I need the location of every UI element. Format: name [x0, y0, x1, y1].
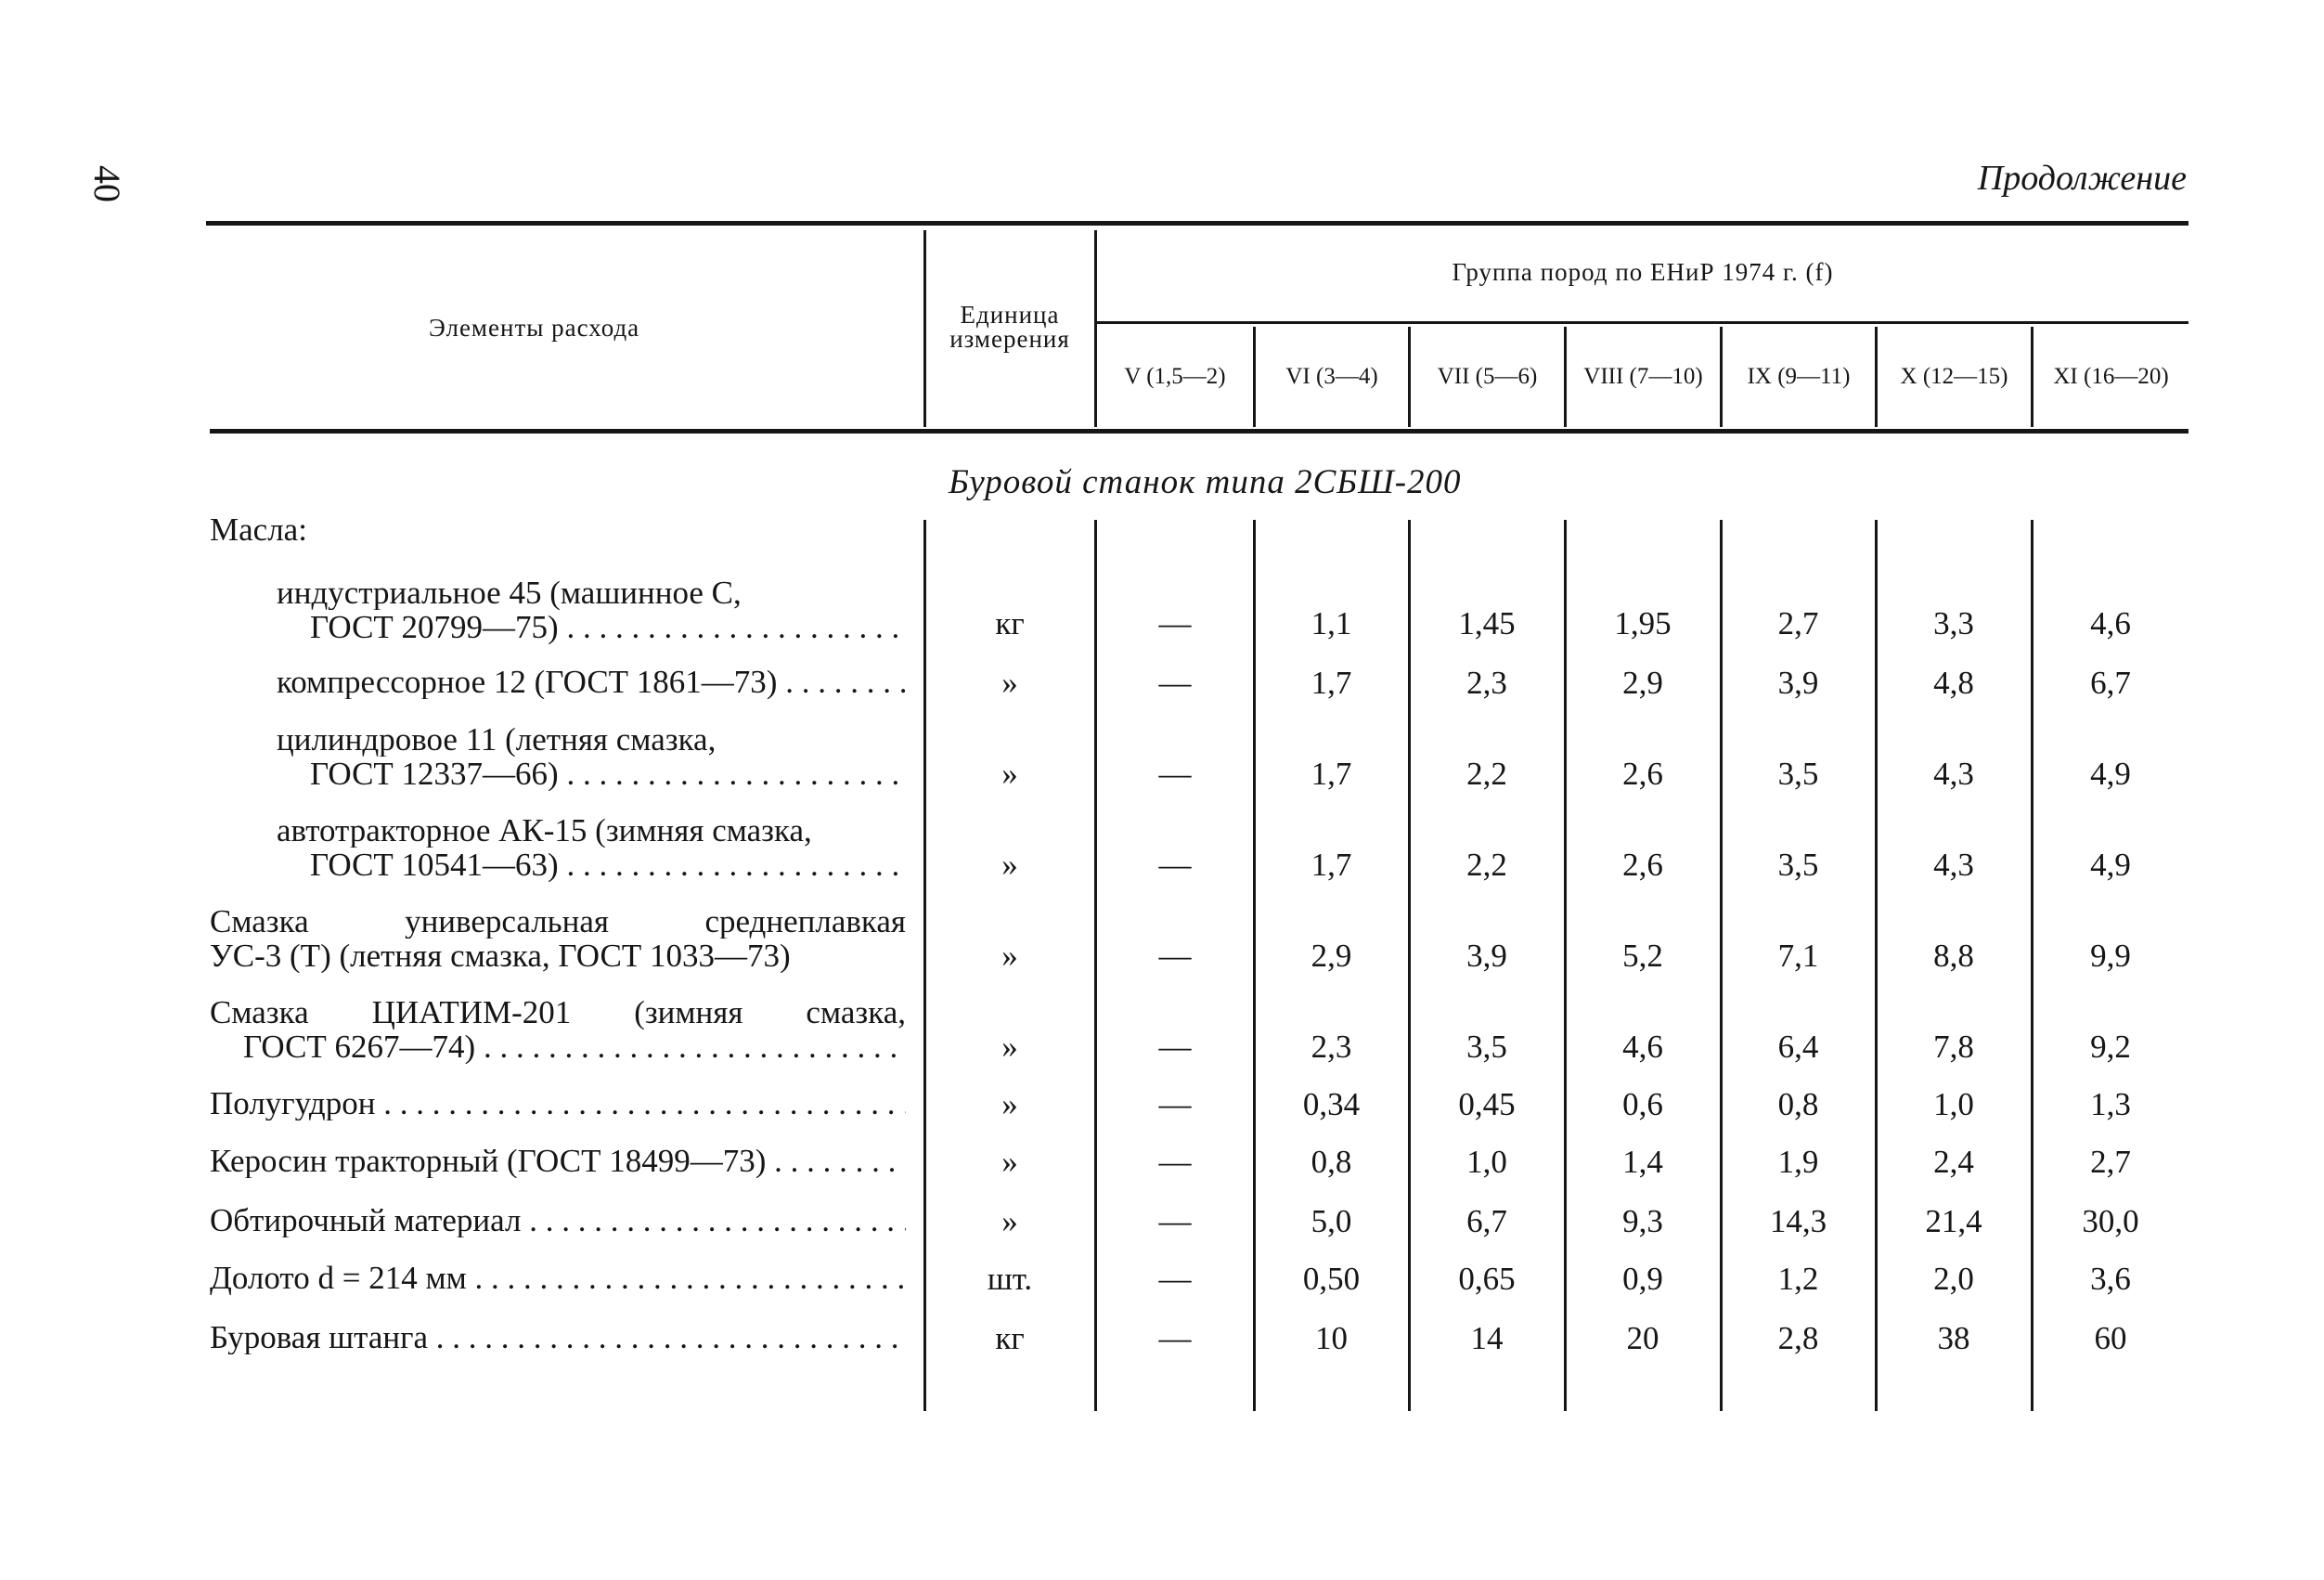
value-cell: 1,4 — [1622, 1144, 1663, 1180]
value-cell: 2,6 — [1622, 847, 1663, 883]
table-row-label: Смазка универсальная среднеплавкая УС-3 (Т) (летняя смазка, ГОСТ 1033—73) — [210, 904, 906, 973]
unit-cell: кг — [995, 605, 1025, 641]
value-cell: 2,0 — [1933, 1261, 1974, 1297]
value-cell: — — [1158, 1261, 1192, 1297]
value-cell: 60 — [2094, 1320, 2127, 1356]
header-top-rule — [206, 221, 2188, 226]
value-cell: — — [1158, 938, 1192, 974]
value-cell: 3,3 — [1933, 605, 1974, 641]
value-cell: 7,1 — [1777, 938, 1819, 974]
value-cell: 3,9 — [1777, 665, 1819, 701]
header-col-vi: VI (3—4) — [1285, 364, 1378, 389]
value-cell: 0,8 — [1310, 1144, 1352, 1180]
header-col-xi: XI (16—20) — [2053, 364, 2169, 389]
header-group: Группа пород по ЕНиР 1974 г. (f) — [1452, 258, 1834, 286]
unit-cell: » — [1001, 847, 1018, 883]
value-cell: 7,8 — [1933, 1029, 1974, 1065]
value-cell: 1,0 — [1933, 1086, 1974, 1122]
table-row-label: Обтирочный материал . . . — [210, 1203, 906, 1237]
value-cell: 0,8 — [1777, 1086, 1819, 1122]
table-row-label: Долото d = 214 мм . . . — [210, 1261, 906, 1295]
value-cell: — — [1158, 756, 1192, 792]
value-cell: 8,8 — [1933, 938, 1974, 974]
value-cell: — — [1158, 1203, 1192, 1239]
value-cell: 1,7 — [1310, 665, 1352, 701]
value-cell: 0,50 — [1302, 1261, 1361, 1297]
value-cell: 3,5 — [1466, 1029, 1507, 1065]
unit-cell: кг — [995, 1320, 1025, 1356]
value-cell: 1,45 — [1458, 605, 1516, 641]
value-cell: 1,3 — [2090, 1086, 2131, 1122]
table-row-label: Смазка ЦИАТИМ-201 (зимняя смазка, ГОСТ 6267—74) . . . — [210, 995, 906, 1064]
value-cell: 3,9 — [1466, 938, 1507, 974]
oils-heading: Масла: — [210, 512, 307, 548]
value-cell: 6,7 — [1466, 1203, 1507, 1239]
value-cell: — — [1158, 1029, 1192, 1065]
value-cell: 10 — [1315, 1320, 1348, 1356]
header-elements: Элементы расхода — [429, 314, 640, 342]
value-cell: 4,6 — [1622, 1029, 1663, 1065]
value-cell: 0,34 — [1302, 1086, 1361, 1122]
value-cell: — — [1158, 605, 1192, 641]
unit-cell: » — [1001, 1029, 1018, 1065]
value-cell: 3,6 — [2090, 1261, 2131, 1297]
unit-cell: » — [1001, 756, 1018, 792]
value-cell: 4,9 — [2090, 847, 2131, 883]
table-row-label: Буровая штанга . . . — [210, 1320, 906, 1354]
unit-cell: » — [1001, 938, 1018, 974]
value-cell: 1,2 — [1777, 1261, 1819, 1297]
header-col-viii: VIII (7—10) — [1583, 364, 1703, 389]
value-cell: 1,1 — [1310, 605, 1352, 641]
value-cell: — — [1158, 1320, 1192, 1356]
value-cell: 9,9 — [2090, 938, 2131, 974]
value-cell: 4,3 — [1933, 847, 1974, 883]
value-cell: 2,7 — [1777, 605, 1819, 641]
value-cell: 30,0 — [2082, 1203, 2139, 1239]
header-unit-line2: измерения — [949, 325, 1070, 353]
value-cell: 9,3 — [1622, 1203, 1663, 1239]
value-cell: 6,4 — [1777, 1029, 1819, 1065]
unit-cell: » — [1001, 1086, 1018, 1122]
section-title: Буровой станок типа 2СБШ-200 — [949, 463, 1462, 501]
continuation-label: Продолжение — [1977, 159, 2187, 198]
value-cell: 2,9 — [1310, 938, 1352, 974]
header-col-ix: IX (9—11) — [1747, 364, 1851, 389]
unit-cell: » — [1001, 1203, 1018, 1239]
header-bottom-rule — [210, 429, 2188, 434]
value-cell: 3,5 — [1777, 756, 1819, 792]
value-cell: 1,95 — [1614, 605, 1672, 641]
page-number: 40 — [86, 165, 128, 202]
value-cell: 0,65 — [1458, 1261, 1516, 1297]
value-cell: 14 — [1470, 1320, 1504, 1356]
table-row-label: Керосин тракторный (ГОСТ 18499—73) . . . — [210, 1144, 906, 1178]
value-cell: — — [1158, 1086, 1192, 1122]
value-cell: 1,9 — [1777, 1144, 1819, 1180]
value-cell: 38 — [1937, 1320, 1970, 1356]
header-group-rule — [1097, 321, 2188, 324]
value-cell: 2,4 — [1933, 1144, 1974, 1180]
value-cell: 4,8 — [1933, 665, 1974, 701]
value-cell: 14,3 — [1769, 1203, 1827, 1239]
table-row-label: индустриальное 45 (машинное С, ГОСТ 20799—75) . . . — [277, 576, 906, 644]
value-cell: 0,9 — [1622, 1261, 1663, 1297]
value-cell: 2,2 — [1466, 847, 1507, 883]
unit-cell: шт. — [987, 1261, 1033, 1297]
value-cell: 21,4 — [1925, 1203, 1982, 1239]
value-cell: 1,7 — [1310, 847, 1352, 883]
table-row-label: автотракторное АК-15 (зимняя смазка, ГОСТ 10541—63) . . . — [277, 813, 906, 882]
header-col-vii: VII (5—6) — [1437, 364, 1538, 389]
table-row-label: Полугудрон . . . — [210, 1086, 906, 1120]
value-cell: 9,2 — [2090, 1029, 2131, 1065]
table-row-label: цилиндровое 11 (летняя смазка, ГОСТ 12337—66) . . . — [277, 722, 906, 791]
header-col-x: X (12—15) — [1900, 364, 2008, 389]
value-cell: 1,0 — [1466, 1144, 1507, 1180]
value-cell: — — [1158, 665, 1192, 701]
value-cell: 2,7 — [2090, 1144, 2131, 1180]
value-cell: 20 — [1626, 1320, 1659, 1356]
value-cell: 2,6 — [1622, 756, 1663, 792]
value-cell: 2,3 — [1310, 1029, 1352, 1065]
value-cell: 5,0 — [1310, 1203, 1352, 1239]
value-cell: 4,3 — [1933, 756, 1974, 792]
header-col-v: V (1,5—2) — [1124, 364, 1226, 389]
value-cell: 1,7 — [1310, 756, 1352, 792]
unit-cell: » — [1001, 1144, 1018, 1180]
table-row-label: компрессорное 12 (ГОСТ 1861—73) . . . — [277, 665, 906, 699]
value-cell: — — [1158, 847, 1192, 883]
value-cell: 2,9 — [1622, 665, 1663, 701]
value-cell: — — [1158, 1144, 1192, 1180]
value-cell: 0,45 — [1458, 1086, 1516, 1122]
value-cell: 4,9 — [2090, 756, 2131, 792]
value-cell: 2,3 — [1466, 665, 1507, 701]
value-cell: 2,2 — [1466, 756, 1507, 792]
value-cell: 4,6 — [2090, 605, 2131, 641]
value-cell: 0,6 — [1622, 1086, 1663, 1122]
value-cell: 5,2 — [1622, 938, 1663, 974]
header-unit-line1: Единица — [960, 301, 1060, 329]
unit-cell: » — [1001, 665, 1018, 701]
value-cell: 6,7 — [2090, 665, 2131, 701]
value-cell: 2,8 — [1777, 1320, 1819, 1356]
value-cell: 3,5 — [1777, 847, 1819, 883]
